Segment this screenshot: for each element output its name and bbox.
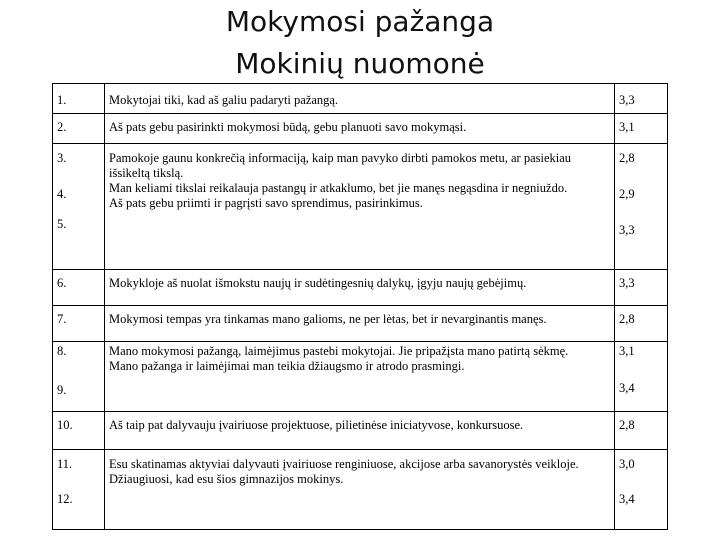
row-number-group: [53, 342, 105, 412]
score-value: 3,4: [619, 492, 635, 506]
row-number: 11.: [57, 457, 73, 471]
row-number: 4.: [57, 187, 67, 201]
row-number: 12.: [57, 492, 73, 506]
statement-text: Džiaugiuosi, kad esu šios gimnazijos mokinys.: [109, 472, 344, 486]
table-row: [53, 84, 668, 114]
statement-text: Mano pažanga ir laimėjimai man teikia džiaugsmo ir atrodo prasmingi.: [109, 359, 465, 373]
score-value: 3,3: [615, 84, 668, 114]
statement-text: Mokytojai tiki, kad aš galiu padaryti pažangą.: [105, 84, 615, 114]
page-title: Mokymosi pažanga: [225, 5, 495, 38]
table-row: [53, 412, 668, 450]
score-value: 3,3: [619, 223, 635, 237]
page-subtitle: Mokinių nuomonė: [235, 47, 485, 80]
row-number: 9.: [57, 383, 67, 397]
statement-text: Aš pats gebu pasirinkti mokymosi būdą, gebu planuoti savo mokymąsi.: [105, 114, 615, 144]
score-value: 2,9: [619, 187, 635, 201]
row-number-group: [53, 144, 105, 270]
statement-group: [105, 144, 615, 270]
table-row: [53, 144, 668, 270]
score-value: 3,4: [619, 381, 635, 395]
statement-text: Aš pats gebu priimti ir pagrįsti savo sprendimus, pasirinkimus.: [109, 196, 423, 210]
score-value: 2,8: [619, 151, 635, 165]
row-number: 10.: [53, 412, 105, 450]
statement-text: Esu skatinamas aktyviai dalyvauti įvairiuose renginiuose, akcijose arba savanorystės veikloje.: [109, 457, 579, 471]
row-number: 2.: [53, 114, 105, 144]
row-number: 7.: [53, 306, 105, 342]
score-value: 3,0: [619, 457, 635, 471]
statement-text: Mano mokymosi pažangą, laimėjimus pastebi mokytojai. Jie pripažįsta mano patirtą sėkmę.: [109, 344, 569, 358]
score-value: 2,8: [615, 306, 668, 342]
row-number: 5.: [57, 217, 67, 231]
score-group: [615, 450, 668, 530]
score-value: 3,1: [619, 344, 635, 358]
row-number: 6.: [53, 270, 105, 306]
statement-text: Aš taip pat dalyvauju įvairiuose projektuose, pilietinėse iniciatyvose, konkursuose.: [105, 412, 615, 450]
statement-text: Man keliami tikslai reikalauja pastangų ir atkaklumo, bet jie manęs negąsdina ir negniuždo.: [109, 181, 568, 195]
table-row: [53, 270, 668, 306]
statement-text: Mokymosi tempas yra tinkamas mano galioms, ne per lėtas, bet ir nevarginantis manęs.: [105, 306, 615, 342]
statement-group: [105, 450, 615, 530]
row-number: 8.: [57, 344, 67, 358]
row-number: 3.: [57, 151, 67, 165]
score-value: 3,3: [615, 270, 668, 306]
table-row: [53, 450, 668, 530]
survey-results-table: [52, 83, 668, 530]
row-number: 1.: [53, 84, 105, 114]
table-row: [53, 342, 668, 412]
score-value: 3,1: [615, 114, 668, 144]
statement-group: [105, 342, 615, 412]
score-value: 2,8: [615, 412, 668, 450]
table-row: [53, 114, 668, 144]
score-group: [615, 342, 668, 412]
table-row: [53, 306, 668, 342]
score-group: [615, 144, 668, 270]
statement-text: Mokykloje aš nuolat išmokstu naujų ir sudėtingesnių dalykų, įgyju naujų gebėjimų.: [105, 270, 615, 306]
statement-text: Pamokoje gaunu konkrečią informaciją, kaip man pavyko dirbti pamokos metu, ar pasiekiau išsikeltą tikslą.: [109, 151, 572, 180]
row-number-group: [53, 450, 105, 530]
